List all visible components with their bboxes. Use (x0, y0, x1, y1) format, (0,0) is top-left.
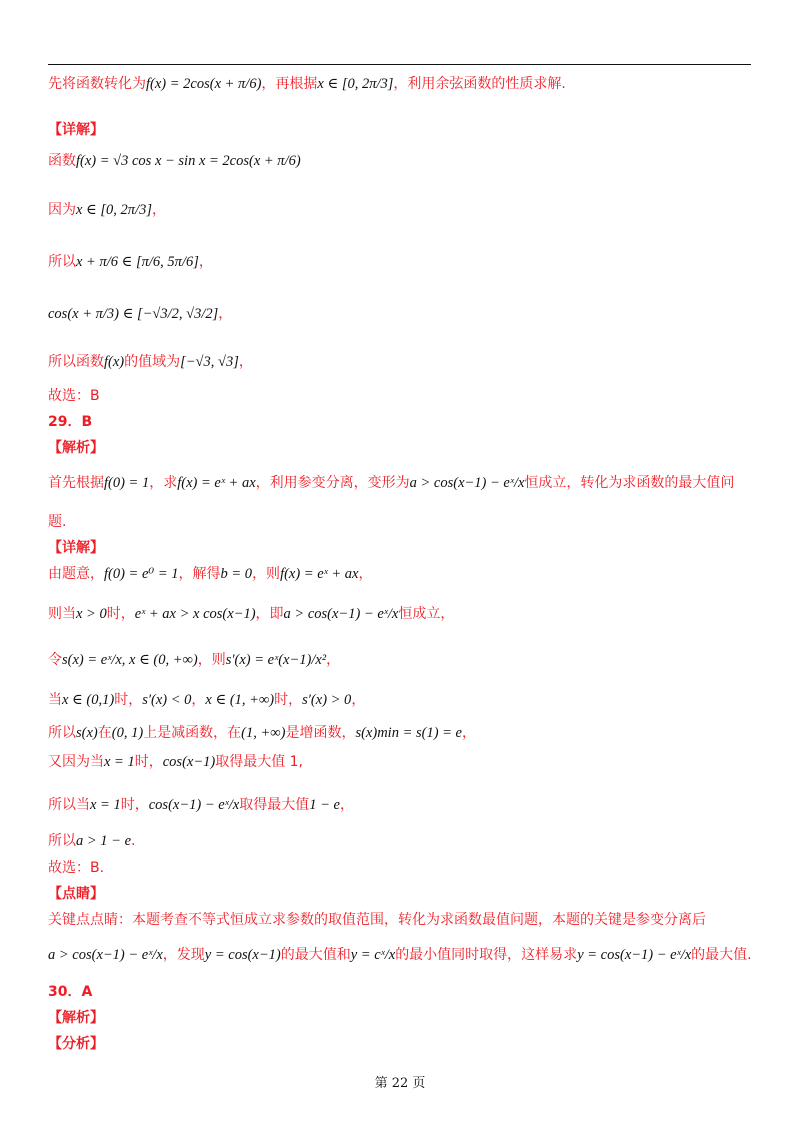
text-run: 上是减函数，在 (143, 725, 242, 741)
math-expression: x ∈ [0, 2π/3] (76, 202, 152, 218)
text-run: 时， (120, 797, 149, 813)
math-expression: x > 0 (76, 606, 107, 622)
text-run: ， (238, 354, 253, 370)
comment-head-29 (48, 884, 104, 904)
text-run: . (131, 833, 136, 849)
text-run: 在 (97, 725, 112, 741)
math-expression: y = cˣ/x (350, 947, 396, 963)
text-run: 29．B (48, 414, 93, 430)
text-run: 【解析】 (48, 440, 104, 456)
analysis-head-30b (48, 1034, 104, 1054)
math-expression: s(x)min = s(1) = e (355, 725, 462, 741)
text-run: ，解得 (178, 566, 221, 582)
text-run: ， (191, 692, 206, 708)
d29-1 (48, 564, 372, 584)
text-run: ， (198, 254, 213, 270)
d29-6 (48, 752, 303, 772)
math-expression: [−√3, √3] (180, 354, 239, 370)
text-run: 【详解】 (48, 122, 104, 138)
analysis-head-30 (48, 1008, 104, 1028)
text-run: 恒成立，转化为求函数的最大值问 (524, 475, 735, 491)
math-expression: x ∈ (0,1) (62, 692, 115, 708)
text-run: 关键点点睛：本题考查不等式恒成立求参数的取值范围，转化为求函数最值问题，本题的关键是参变分离后 (48, 912, 706, 928)
text-run: ， (358, 566, 373, 582)
q29-number (48, 412, 92, 432)
math-expression: f(x) = √3 cos x − sin x = 2cos(x + π/6) (76, 153, 301, 169)
text-run: 函数 (48, 153, 76, 169)
text-run: 【解析】 (48, 1010, 104, 1026)
d29-7 (48, 795, 354, 815)
text-run: 【详解】 (48, 540, 104, 556)
comment-29 (48, 910, 706, 930)
d29-5 (48, 723, 476, 743)
comment-29-cont (48, 945, 752, 965)
line-range (48, 352, 253, 372)
answer-29 (48, 858, 104, 878)
text-run: ， (326, 652, 341, 668)
text-run: ，求 (149, 475, 178, 491)
text-run: 的值域为 (124, 354, 181, 370)
math-expression: a > 1 − e (76, 833, 132, 849)
line-because (48, 200, 166, 220)
math-expression: s′(x) > 0 (302, 692, 352, 708)
math-expression: x = 1 (90, 797, 121, 813)
text-run: ，则 (252, 566, 281, 582)
text-run: 取得最大值 (239, 797, 310, 813)
text-run: ，则 (197, 652, 226, 668)
line-func (48, 151, 301, 171)
text-run: 故选：B. (48, 860, 105, 876)
text-run: 【分析】 (48, 1036, 104, 1052)
text-run: 恒成立， (398, 606, 455, 622)
math-expression: cos(x−1) (162, 754, 216, 770)
text-run: 的最大值和 (280, 947, 351, 963)
d29-8 (48, 831, 135, 851)
text-run: 所以当 (48, 797, 90, 813)
math-expression: s′(x) < 0 (142, 692, 192, 708)
math-expression: x = 1 (104, 754, 135, 770)
line-cos (48, 304, 232, 324)
math-expression: 1 − e (309, 797, 340, 813)
math-expression: x ∈ [0, 2π/3] (317, 76, 394, 92)
math-expression: b = 0 (220, 566, 253, 582)
math-expression: y = cos(x−1) − eˣ/x (577, 947, 692, 963)
analysis-head-29 (48, 438, 104, 458)
text-run: 因为 (48, 202, 76, 218)
text-run: ，发现 (162, 947, 205, 963)
text-run: ，再根据 (261, 76, 318, 92)
text-run: ， (152, 202, 166, 218)
text-run: 取得最大值 1, (215, 754, 304, 770)
text-run: ， (462, 725, 476, 741)
math-expression: (0, 1) (111, 725, 144, 741)
text-run: 时， (274, 692, 303, 708)
text-run: 是增函数， (285, 725, 356, 741)
math-expression: f(x) (104, 354, 125, 370)
d29-4 (48, 690, 365, 710)
text-run: 题. (48, 514, 67, 530)
analysis-29 (48, 473, 734, 493)
text-run: 的最小值同时取得，这样易求 (395, 947, 578, 963)
page-footer: 第 22 页 (374, 1076, 426, 1091)
math-expression: a > cos(x−1) − eˣ/x (48, 947, 163, 963)
text-run: 由题意， (48, 566, 104, 582)
math-expression: cos(x−1) − eˣ/x (148, 797, 240, 813)
math-expression: y = cos(x−1) (204, 947, 281, 963)
line-so1 (48, 252, 213, 272)
text-run: ，利用参变分离，变形为 (255, 475, 410, 491)
math-expression: f(x) = 2cos(x + π/6) (146, 76, 262, 92)
text-run: ， (339, 797, 354, 813)
math-expression: f(x) = eˣ + ax (280, 566, 359, 582)
text-run: 首先根据 (48, 475, 104, 491)
text-run: 先将函数转化为 (48, 76, 146, 92)
intro-28 (48, 74, 566, 94)
text-run: 30．A (48, 984, 93, 1000)
text-run: 当 (48, 692, 62, 708)
math-expression: a > cos(x−1) − eˣ/x (283, 606, 399, 622)
math-expression: cos(x + π/3) ∈ [−√3/2, √3/2] (48, 306, 219, 322)
analysis-29-cont (48, 512, 66, 532)
text-run: ， (351, 692, 366, 708)
text-run: 又因为当 (48, 754, 104, 770)
math-expression: (1, +∞) (241, 725, 286, 741)
text-run: 故选：B (48, 388, 100, 404)
text-run: 时， (134, 754, 163, 770)
text-run: 【点睛】 (48, 886, 104, 902)
text-run: 所以 (48, 254, 76, 270)
math-expression: f(0) = e⁰ = 1 (104, 566, 179, 582)
math-expression: a > cos(x−1) − eˣ/x (409, 475, 525, 491)
math-expression: x + π/6 ∈ [π/6, 5π/6] (76, 254, 199, 270)
text-run: 所以函数 (48, 354, 104, 370)
math-expression: s(x) (76, 725, 98, 741)
text-run: 所以 (48, 833, 76, 849)
math-expression: x ∈ (1, +∞) (205, 692, 275, 708)
text-run: 所以 (48, 725, 76, 741)
detail-head-28 (48, 120, 104, 140)
math-expression: f(x) = eˣ + ax (177, 475, 256, 491)
text-run: ，即 (255, 606, 284, 622)
d29-2 (48, 604, 454, 624)
text-run: 令 (48, 652, 62, 668)
text-run: 的最大值. (691, 947, 752, 963)
header-rule (48, 64, 751, 65)
math-expression: eˣ + ax > x cos(x−1) (134, 606, 256, 622)
d29-3 (48, 650, 340, 670)
math-expression: f(0) = 1 (104, 475, 150, 491)
answer-28 (48, 386, 100, 406)
text-run: ，利用余弦函数的性质求解. (393, 76, 566, 92)
math-expression: s(x) = eˣ/x, x ∈ (0, +∞) (62, 652, 198, 668)
q30-number (48, 982, 92, 1002)
math-expression: s′(x) = eˣ(x−1)/x² (225, 652, 327, 668)
text-run: ， (218, 306, 233, 322)
text-run: 则当 (48, 606, 76, 622)
detail-head-29 (48, 538, 104, 558)
text-run: 时， (114, 692, 143, 708)
text-run: 时， (106, 606, 135, 622)
